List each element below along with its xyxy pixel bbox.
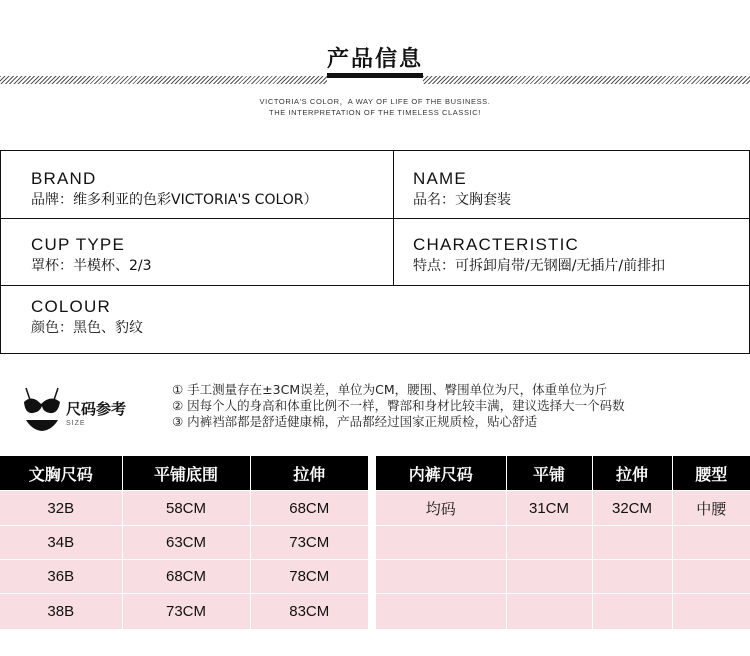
table-cell: 31CM xyxy=(506,491,592,526)
table-cell xyxy=(506,594,592,629)
name-cell xyxy=(413,169,511,209)
panty-table-header xyxy=(376,456,750,491)
cup-type-label: CUP TYPE xyxy=(31,235,126,254)
characteristic-cell xyxy=(413,235,665,275)
size-guide-subtitle: SIZE xyxy=(66,420,86,427)
table-cell xyxy=(592,560,672,594)
table-cell xyxy=(376,560,506,594)
size-guide-title: 尺码参考 xyxy=(66,400,127,418)
table-cell: 73CM xyxy=(250,526,368,560)
table-row xyxy=(0,526,368,560)
panty-header-stretch: 拉伸 xyxy=(592,456,672,491)
bra-size-table xyxy=(0,456,368,629)
table-cell: 83CM xyxy=(250,594,368,629)
table-cell: 78CM xyxy=(250,560,368,594)
bra-table-header xyxy=(0,456,368,491)
table-row xyxy=(0,560,368,594)
cup-type-cell xyxy=(31,235,152,275)
table-cell: 58CM xyxy=(122,491,250,526)
table-cell xyxy=(506,560,592,594)
table-row xyxy=(376,560,750,594)
info-row-divider-1 xyxy=(1,218,749,219)
brand-cell xyxy=(31,169,318,209)
table-cell xyxy=(592,594,672,629)
characteristic-label: CHARACTERISTIC xyxy=(413,235,580,254)
size-notes xyxy=(172,382,625,430)
table-cell xyxy=(672,594,750,629)
colour-value: 颜色：黑色、豹纹 xyxy=(31,320,143,336)
panty-header-flat: 平铺 xyxy=(506,456,592,491)
table-row xyxy=(0,491,368,526)
table-cell xyxy=(376,594,506,629)
size-note-1: ① 手工测量存在±3CM误差，单位为CM，腰围、臀围单位为尺，体重单位为斤 xyxy=(172,382,608,397)
colour-cell xyxy=(31,297,143,337)
characteristic-value: 特点：可拆卸肩带/无钢圈/无插片/前排扣 xyxy=(413,258,666,274)
brand-label: BRAND xyxy=(31,169,97,188)
panty-header-size: 内裤尺码 xyxy=(376,456,506,491)
table-cell: 34B xyxy=(0,526,122,560)
name-label: NAME xyxy=(413,169,467,188)
table-cell xyxy=(506,526,592,560)
hatch-divider-left xyxy=(0,76,327,84)
page-title: 产品信息 xyxy=(326,47,423,72)
name-value: 品名：文胸套装 xyxy=(413,192,511,208)
table-row xyxy=(376,594,750,629)
bra-header-size: 文胸尺码 xyxy=(0,456,122,491)
table-cell: 32B xyxy=(0,491,122,526)
table-cell: 36B xyxy=(0,560,122,594)
table-cell: 68CM xyxy=(250,491,368,526)
bra-header-flat: 平铺底围 xyxy=(122,456,250,491)
table-cell: 中腰 xyxy=(672,491,750,526)
bra-and-panty-icon xyxy=(22,386,62,432)
table-row xyxy=(376,526,750,560)
tagline-line-1: VICTORIA'S COLOR，A WAY OF LIFE OF THE BUSINESS. xyxy=(259,97,491,106)
table-cell: 均码 xyxy=(376,491,506,526)
title-underline xyxy=(327,73,423,78)
cup-type-value: 罩杯：半模杯、2/3 xyxy=(31,258,152,274)
size-note-2: ② 因每个人的身高和体重比例不一样，臀部和身材比较丰满，建议选择大一个码数 xyxy=(172,398,625,413)
table-cell xyxy=(672,560,750,594)
info-row-divider-2 xyxy=(1,285,749,286)
table-cell xyxy=(592,526,672,560)
table-cell: 73CM xyxy=(122,594,250,629)
product-info-box xyxy=(0,150,750,354)
table-cell: 68CM xyxy=(122,560,250,594)
hatch-divider-right xyxy=(423,76,750,84)
tagline-line-2: THE INTERPRETATION OF THE TIMELESS CLASSIC! xyxy=(269,108,481,117)
brand-value: 品牌：维多利亚的色彩VICTORIA'S COLOR） xyxy=(31,192,318,208)
panty-header-waist: 腰型 xyxy=(672,456,750,491)
panty-size-table xyxy=(376,456,750,629)
bra-header-stretch: 拉伸 xyxy=(250,456,368,491)
table-cell: 63CM xyxy=(122,526,250,560)
table-row xyxy=(0,594,368,629)
table-cell: 32CM xyxy=(592,491,672,526)
table-cell xyxy=(376,526,506,560)
table-cell: 38B xyxy=(0,594,122,629)
table-row xyxy=(376,491,750,526)
colour-label: COLOUR xyxy=(31,297,111,316)
size-note-3: ③ 内裤裆部都是舒适健康棉，产品都经过国家正规质检，贴心舒适 xyxy=(172,414,538,429)
table-cell xyxy=(672,526,750,560)
